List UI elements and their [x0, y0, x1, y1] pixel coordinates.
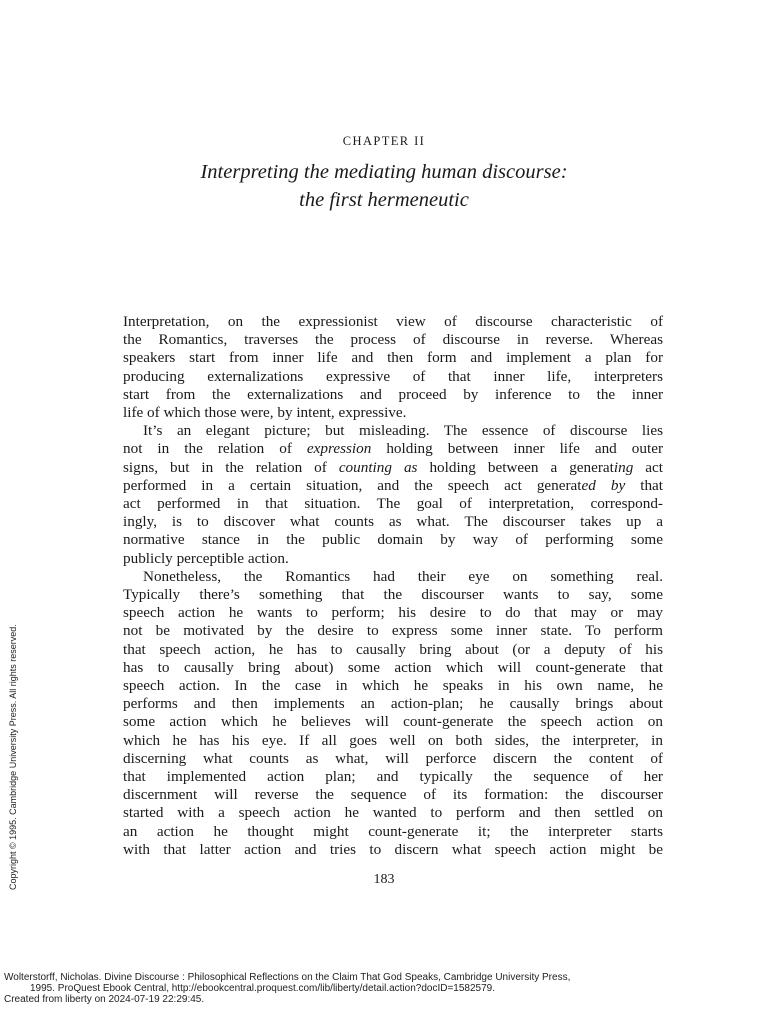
text-line: not be motivated by the desire to express some inner state. To perform — [123, 622, 663, 640]
text-line: producing externalizations expressive of that inner life, interpreters — [123, 367, 663, 385]
text-line: started with a speech action he wanted to perform and then settled on — [123, 804, 663, 822]
text-line: Interpretation, on the expressionist view of discourse characteristic of — [123, 313, 663, 330]
citation-footer — [4, 972, 570, 1005]
text-line: ingly, is to discover what counts as what. The discourser takes up a — [123, 513, 663, 531]
text-line: discerning what counts as what, will perforce discern the content of — [123, 749, 663, 767]
page-number: 183 — [373, 872, 395, 887]
text-line: performs and then implements an action-plan; he causally brings about — [123, 695, 663, 713]
chapter-title-line: Interpreting the mediating human discourse: — [200, 161, 568, 183]
text-line: life of which those were, by intent, expressive. — [123, 404, 407, 422]
text-line: speech action he wants to perform; his desire to do that may or may — [123, 604, 663, 622]
text-run: holding between a generat — [417, 458, 614, 476]
footer-line: 1995. ProQuest Ebook Central, http://ebookcentral.proquest.com/lib/liberty/detail.action?docID=1582579. — [30, 983, 496, 994]
text-line: with that latter action and tries to discern what speech action might be — [123, 840, 663, 858]
paragraph — [123, 568, 663, 859]
paragraph — [123, 422, 663, 568]
text-line: the Romantics, traverses the process of discourse in reverse. Whereas — [123, 331, 663, 349]
body-text — [123, 313, 663, 859]
emphasis-text: ed by — [581, 476, 626, 494]
text-line: act performed in that situation. The goal of interpretation, correspond- — [123, 495, 663, 513]
text-run: signs, but in the relation of — [123, 458, 339, 476]
emphasis-text: expression — [306, 440, 372, 458]
paragraph — [123, 313, 663, 422]
text-run: not in the relation of — [123, 440, 307, 458]
text-line: Nonetheless, the Romantics had their eye on something real. — [143, 567, 663, 585]
text-line: start from the externalizations and proceed by inference to the inner — [123, 385, 663, 403]
chapter-title — [0, 158, 768, 214]
text-line: normative stance in the public domain by way of performing some — [123, 531, 663, 549]
text-line: publicly perceptible action. — [123, 549, 289, 567]
text-line: has to causally bring about) some action which will count-generate that — [123, 658, 663, 676]
emphasis-text: counting as — [338, 458, 418, 476]
text-run: performed in a certain situation, and the speech act generat — [123, 476, 582, 494]
text-line: which he has his eye. If all goes well on both sides, the interpreter, in — [123, 731, 663, 749]
text-line: discernment will reverse the sequence of its formation: the discourser — [123, 786, 663, 804]
chapter-title-line: the first hermeneutic — [299, 189, 469, 211]
text-run: holding between inner life and outer — [371, 440, 663, 458]
text-line: speakers start from inner life and then form and implement a plan for — [123, 349, 663, 367]
text-line: that implemented action plan; and typically the sequence of her — [123, 768, 663, 786]
text-line — [123, 459, 663, 477]
copyright-notice: Copyright © 1995. Cambridge University Press. All rights reserved. — [8, 624, 18, 890]
chapter-label: CHAPTER II — [342, 134, 426, 148]
footer-line: Wolterstorff, Nicholas. Divine Discourse : Philosophical Reflections on the Claim That God Speaks, Cambridge University Press, — [4, 972, 571, 983]
text-line — [123, 440, 663, 458]
text-line: speech action. In the case in which he speaks in his own name, he — [123, 677, 663, 695]
text-line: Typically there’s something that the discourser wants to say, some — [123, 586, 663, 604]
text-run: that — [625, 476, 664, 494]
emphasis-text: ing — [613, 458, 634, 476]
text-run: act — [633, 458, 664, 476]
text-line: an action he thought might count-generate it; the interpreter starts — [123, 822, 663, 840]
text-line: that speech action, he has to causally bring about (or a deputy of his — [123, 640, 663, 658]
text-line: It’s an elegant picture; but misleading. The essence of discourse lies — [143, 422, 663, 440]
footer-line: Created from liberty on 2024-07-19 22:29:45. — [4, 994, 205, 1005]
text-line: some action which he believes will count-generate the speech action on — [123, 713, 663, 731]
text-line — [123, 477, 663, 495]
